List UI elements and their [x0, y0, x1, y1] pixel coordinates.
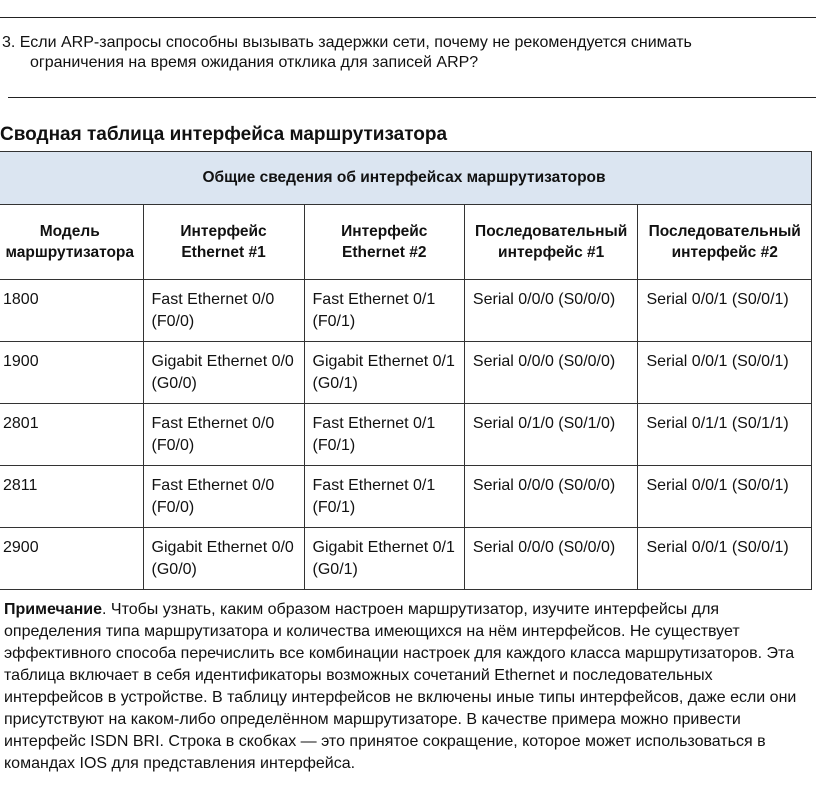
table-cell-line: 2801: [3, 415, 39, 432]
table-cell-line: Fast Ethernet 0/0: [151, 291, 275, 308]
table-cell-line: Serial 0/0/0 (S0/0/0): [472, 291, 616, 308]
table-cell: [143, 528, 304, 590]
table-cell-text: [465, 466, 638, 497]
table-cell: [143, 342, 304, 404]
table-cell-text: [144, 280, 304, 333]
table-cell: [304, 280, 464, 342]
table-row: [0, 342, 812, 404]
table-cell-line: Serial 0/0/0 (S0/0/0): [472, 539, 616, 556]
table-cell-line: (F0/0): [151, 437, 195, 454]
table-row: [0, 466, 812, 528]
table-cell-line: 2811: [3, 477, 38, 494]
table-cell-text: [0, 466, 143, 497]
table-cell: [304, 404, 464, 466]
table-cell-line: 1800: [3, 291, 39, 308]
table-cell-line: Fast Ethernet 0/1: [312, 415, 436, 432]
column-header-line-2: интерфейс #2: [671, 244, 778, 261]
table-cell: [464, 280, 638, 342]
table-row: [0, 404, 812, 466]
table-cell-line: Serial 0/0/1 (S0/0/1): [646, 353, 789, 370]
router-interface-table: [0, 151, 812, 590]
table-body: [0, 280, 812, 590]
note-line: определения типа маршрутизатора и количества имеющихся на нём интерфейсов. Не существует: [4, 623, 740, 640]
table-cell: [638, 528, 812, 590]
column-header-line-2: интерфейс #1: [498, 244, 605, 261]
note-line: эффективного способа перечислить все комбинации настроек для каждого класса маршрутизаторов. Эта: [4, 645, 795, 662]
table-cell-line: Gigabit Ethernet 0/0: [151, 353, 294, 370]
note-line: . Чтобы узнать, каким образом настроен маршрутизатор, изучите интерфейсы для: [102, 601, 720, 618]
table-cell-line: (F0/1): [312, 437, 356, 454]
column-header-line-1: Интерфейс: [180, 223, 267, 240]
table-cell-text: [465, 342, 638, 373]
table-cell-line: 2900: [3, 539, 39, 556]
table-cell-text: [0, 280, 143, 311]
section-title: Сводная таблица интерфейса маршрутизатора: [0, 124, 448, 145]
table-cell-text: [465, 528, 638, 559]
table-caption: Общие сведения об интерфейсах маршрутизаторов: [0, 152, 812, 205]
note-paragraph: [4, 599, 816, 775]
column-header-line-1: Последовательный: [648, 223, 801, 240]
table-cell-text: [465, 404, 638, 435]
table-cell-line: Gigabit Ethernet 0/0: [151, 539, 294, 556]
table-cell-line: Fast Ethernet 0/0: [151, 415, 275, 432]
table-cell-line: 1900: [3, 353, 39, 370]
table-cell-line: (F0/1): [312, 499, 356, 516]
table-cell-text: [0, 342, 143, 373]
table-cell-text: [638, 404, 811, 435]
column-header-line-1: Последовательный: [475, 223, 628, 240]
note-line: таблица включает в себя идентификаторы возможных сочетаний Ethernet и последовательных: [4, 667, 713, 684]
question-line-1: 3. Если ARP-запросы способны вызывать задержки сети, почему не рекомендуется снимать: [2, 34, 692, 51]
table-cell-line: Fast Ethernet 0/0: [151, 477, 275, 494]
table-cell: [143, 404, 304, 466]
table-cell: [0, 466, 143, 528]
table-cell-text: [638, 528, 811, 559]
table-cell-text: [0, 404, 143, 435]
column-header-line-1: Интерфейс: [341, 223, 428, 240]
question-text: [2, 33, 812, 73]
table-cell-line: Fast Ethernet 0/1: [312, 291, 436, 308]
table-cell-line: (G0/1): [312, 561, 358, 578]
table-cell-line: (G0/0): [151, 561, 197, 578]
table-cell-text: [305, 342, 464, 395]
table-cell: [464, 528, 638, 590]
table-header-row: [0, 205, 812, 280]
table-cell-text: [144, 528, 304, 581]
note-line: интерфейсов в устройстве. В таблицу интерфейсов не включены иные типы интерфейсов, даже если они: [4, 689, 797, 706]
column-header: [464, 205, 638, 280]
table-cell-line: Gigabit Ethernet 0/1: [312, 539, 455, 556]
table-cell-text: [638, 466, 811, 497]
column-header-line-1: Модель: [39, 223, 100, 240]
note-line: интерфейс ISDN BRI. Строка в скобках — это принятое сокращение, которое может использоваться в: [4, 733, 766, 750]
note-line: присутствуют на каком-либо определённом маршрутизаторе. В качестве примера можно привести: [4, 711, 741, 728]
column-header-line-2: маршрутизатора: [5, 244, 135, 261]
table-cell: [0, 404, 143, 466]
question-line-2: ограничения на время ожидания отклика для записей ARP?: [30, 54, 479, 71]
table-cell-text: [144, 404, 304, 457]
table-cell: [304, 342, 464, 404]
table-cell: [0, 528, 143, 590]
table-cell-text: [465, 280, 638, 311]
table-cell-line: Fast Ethernet 0/1: [312, 477, 436, 494]
table-cell-line: (F0/0): [151, 313, 195, 330]
table-cell-line: (F0/0): [151, 499, 195, 516]
table-cell: [0, 342, 143, 404]
table-cell-line: Serial 0/0/1 (S0/0/1): [646, 291, 789, 308]
table-cell: [143, 466, 304, 528]
table-cell-line: Serial 0/0/0 (S0/0/0): [472, 477, 616, 494]
table-cell-text: [305, 528, 464, 581]
table-cell-text: [638, 342, 811, 373]
note-label: Примечание: [4, 601, 103, 618]
column-header: [143, 205, 304, 280]
table-row: [0, 280, 812, 342]
column-header: [304, 205, 464, 280]
table-cell: [638, 404, 812, 466]
table-cell-text: [144, 342, 304, 395]
table-cell-text: [0, 528, 143, 559]
table-cell: [304, 466, 464, 528]
column-header: [0, 205, 143, 280]
table-cell: [304, 528, 464, 590]
table-cell-line: (G0/0): [151, 375, 197, 392]
table-cell-text: [638, 280, 811, 311]
table-cell: [143, 280, 304, 342]
table-cell-line: Gigabit Ethernet 0/1: [312, 353, 455, 370]
column-header-line-2: Ethernet #2: [342, 244, 427, 261]
table-cell: [464, 404, 638, 466]
table-cell: [638, 466, 812, 528]
note-text: [4, 601, 796, 772]
note-line: командах IOS для представления интерфейса.: [4, 755, 356, 772]
table-cell-line: Serial 0/0/1 (S0/0/1): [646, 539, 789, 556]
table-row: [0, 528, 812, 590]
table-cell-line: Serial 0/1/1 (S0/1/1): [646, 415, 789, 432]
column-header: [638, 205, 812, 280]
table-cell: [0, 280, 143, 342]
table-cell-text: [305, 280, 464, 333]
column-header-line-2: Ethernet #1: [181, 244, 266, 261]
table-cell-line: (G0/1): [312, 375, 358, 392]
table-cell-text: [305, 466, 464, 519]
table-cell-line: Serial 0/0/0 (S0/0/0): [472, 353, 616, 370]
table-cell-line: Serial 0/1/0 (S0/1/0): [472, 415, 616, 432]
top-divider: [0, 17, 816, 18]
table-cell-text: [305, 404, 464, 457]
table-cell: [464, 342, 638, 404]
table-cell-line: (F0/1): [312, 313, 356, 330]
table-cell: [638, 280, 812, 342]
table-cell-text: [144, 466, 304, 519]
table-cell-line: Serial 0/0/1 (S0/0/1): [646, 477, 789, 494]
table-cell: [638, 342, 812, 404]
answer-line: [8, 97, 816, 98]
table-cell: [464, 466, 638, 528]
